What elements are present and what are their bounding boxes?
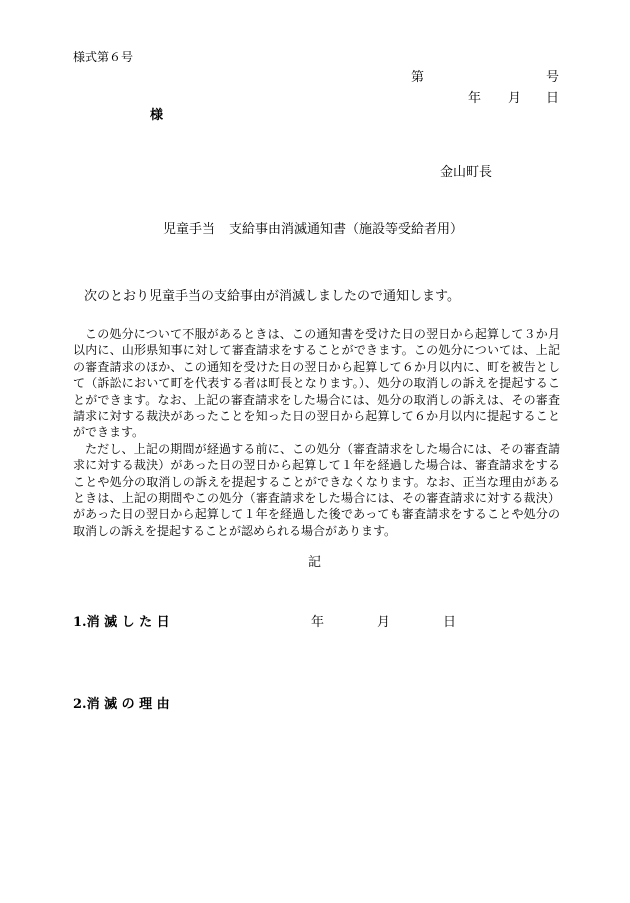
date-year-label: 年 <box>468 91 482 106</box>
notice-paragraph-1: この処分について不服があるときは、この通知書を受けた日の翌日から起算して３か月以内に、山形県知事に対して審査請求をすることができます。この処分については、上記の審査請求のほか、この通知を受けた日の翌日から起算して６か月以内に、町を被告として（訴訟において町を代表する者は町長となります。）、処分の取消しの訴えを提起することができます。なお、上記の審査請求をした場合には、処分の取消しの訴えは、その審査請求に対する裁決があったことを知った日の翌日から起算して６か月以内に提起することができます。 <box>73 327 560 440</box>
item-extinction-reason-label: 2.消 滅 の 理 由 <box>73 697 170 712</box>
appeal-notice <box>73 326 560 539</box>
title-part-2: 支給事由消滅通知書（施設等受給者用） <box>229 222 464 237</box>
addressee-suffix: 様 <box>150 108 164 123</box>
date-month-label: 月 <box>508 91 522 106</box>
notice-paragraph-2: ただし、上記の期間が経過する前に、この処分（審査請求をした場合には、その審査請求に対する裁決）があった日の翌日から起算して１年を経過した場合は、審査請求をすることや処分の取消しの訴えを提起することができなくなります。なお、正当な理由があるときは、上記の期間やこの処分（審査請求をした場合には、その審査請求に対する裁決）があった日の翌日から起算して１年を経過した後であっても審査請求をすることや処分の取消しの訴えを提起することが認められる場合があります。 <box>73 441 560 538</box>
document-number-prefix: 第 <box>411 70 425 85</box>
date-day-label: 日 <box>546 91 560 106</box>
item-extinction-month-label: 月 <box>377 615 391 630</box>
document-number-suffix: 号 <box>546 70 560 85</box>
lead-sentence: 次のとおり児童手当の支給事由が消滅しましたので通知します。 <box>84 289 460 304</box>
form-number: 様式第６号 <box>73 50 134 64</box>
ki-marker: 記 <box>308 555 322 570</box>
issuer-name: 金山町長 <box>440 165 493 180</box>
title-part-1: 児童手当 <box>163 222 216 237</box>
item-extinction-date-label: 1.消 滅 し た 日 <box>73 615 170 630</box>
item-extinction-year-label: 年 <box>311 615 325 630</box>
item-extinction-day-label: 日 <box>443 615 457 630</box>
document-title <box>163 222 463 238</box>
